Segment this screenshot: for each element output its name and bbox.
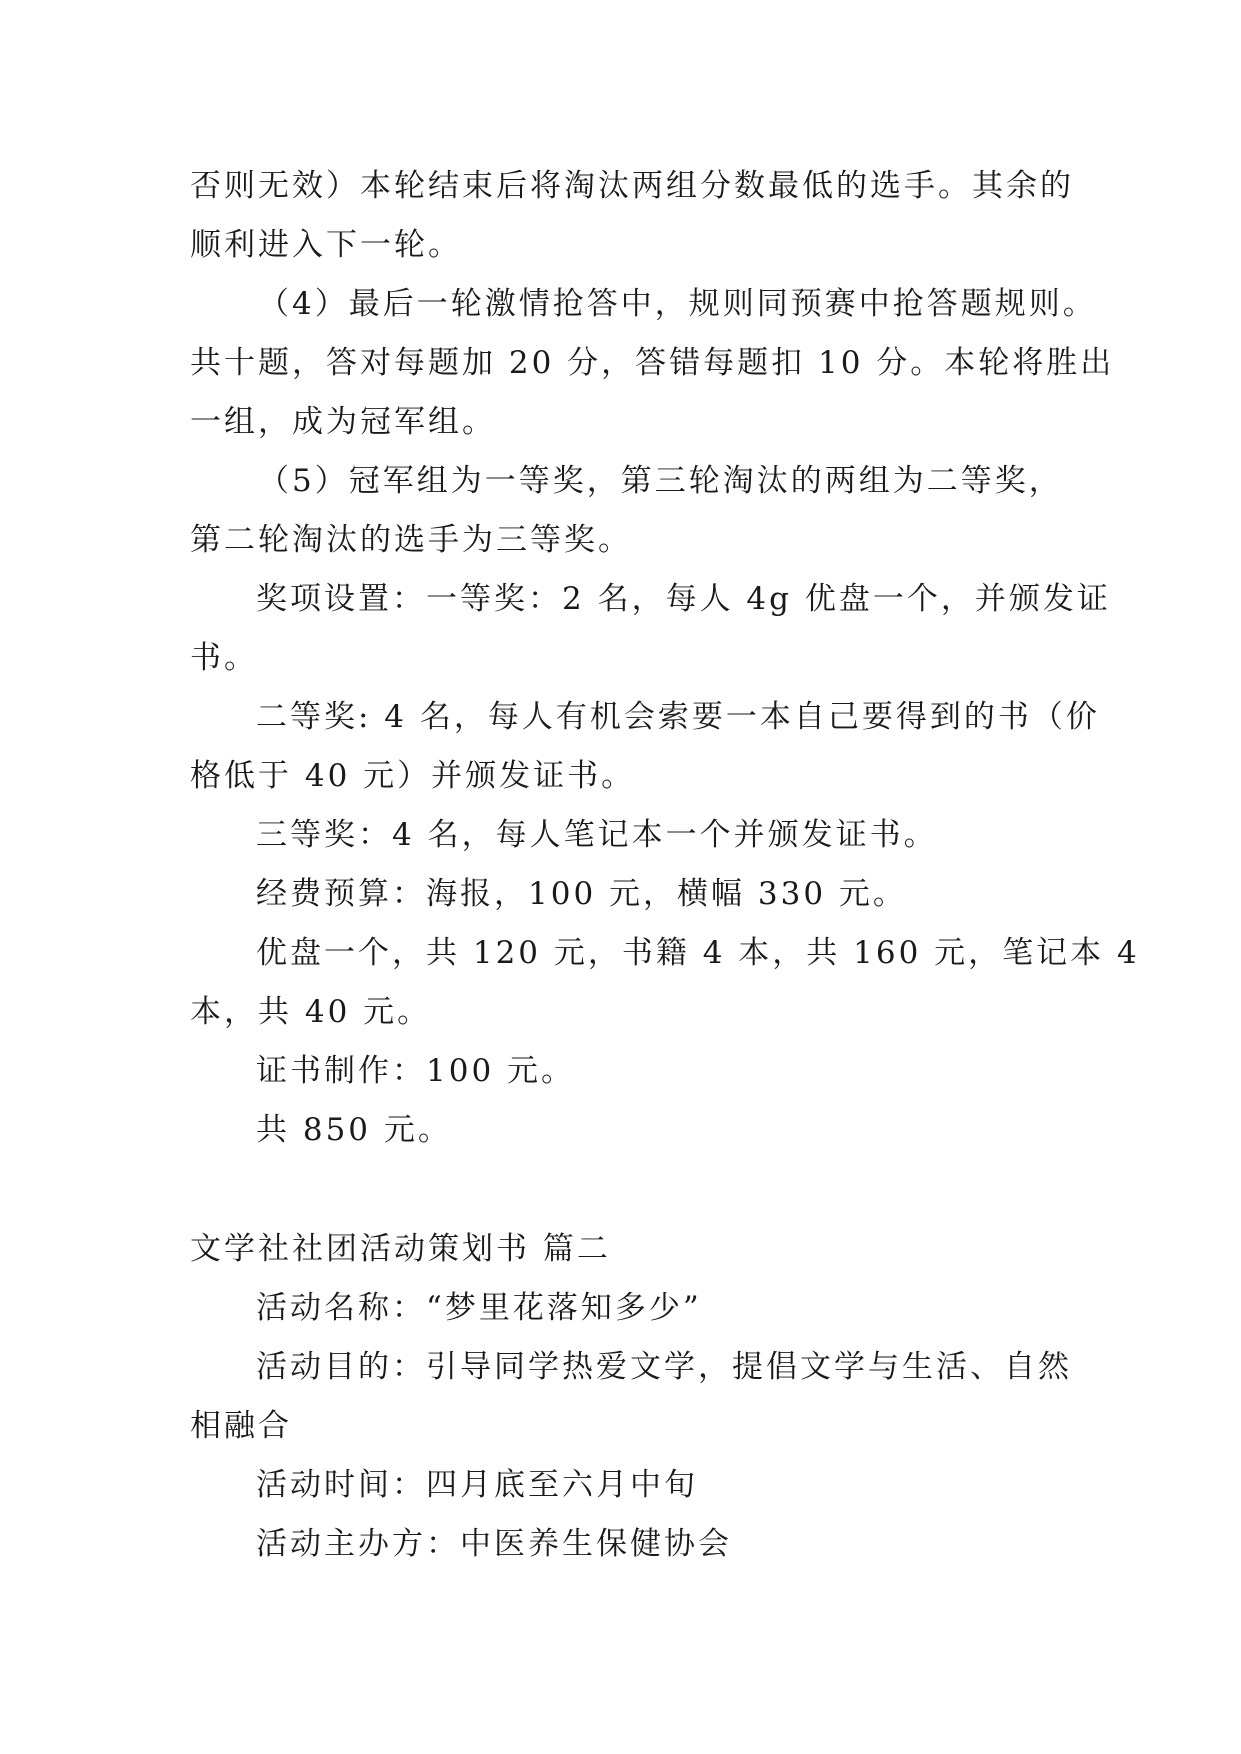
text-line: 经费预算：海报，100 元，横幅 330 元。 xyxy=(256,876,907,912)
text-line: 共 850 元。 xyxy=(256,1112,452,1148)
text-line: 优盘一个，共 120 元，书籍 4 本，共 160 元，笔记本 4 xyxy=(256,935,1140,971)
text-line: 相融合 xyxy=(190,1408,292,1444)
text-line: 一组，成为冠军组。 xyxy=(190,404,496,440)
text-line: 活动主办方：中医养生保健协会 xyxy=(256,1526,732,1562)
text-line: 二等奖: 4 名，每人有机会索要一本自己要得到的书（价 xyxy=(256,699,1100,735)
text-line: 本，共 40 元。 xyxy=(190,994,432,1030)
text-line: 格低于 40 元）并颁发证书。 xyxy=(190,758,636,794)
text-line: 活动目的：引导同学热爱文学，提倡文学与生活、自然 xyxy=(256,1349,1072,1385)
text-line: 活动时间：四月底至六月中旬 xyxy=(256,1467,698,1503)
text-line: 证书制作：100 元。 xyxy=(256,1053,576,1089)
text-line: 奖项设置：一等奖：2 名，每人 4g 优盘一个，并颁发证 xyxy=(256,581,1111,617)
section-heading: 文学社社团活动策划书 篇二 xyxy=(190,1231,611,1267)
text-line: （5）冠军组为一等奖，第三轮淘汰的两组为二等奖， xyxy=(258,463,1063,499)
text-line: 书。 xyxy=(190,640,258,676)
text-line: 三等奖：4 名，每人笔记本一个并颁发证书。 xyxy=(256,817,938,853)
text-line: 顺利进入下一轮。 xyxy=(190,227,462,263)
text-line: 否则无效）本轮结束后将淘汰两组分数最低的选手。其余的 xyxy=(190,168,1074,204)
text-line: （4）最后一轮激情抢答中，规则同预赛中抢答题规则。 xyxy=(258,286,1097,322)
text-line: 第二轮淘汰的选手为三等奖。 xyxy=(190,522,632,558)
text-line: 活动名称：“梦里花落知多少” xyxy=(256,1290,702,1326)
text-line: 共十题，答对每题加 20 分，答错每题扣 10 分。本轮将胜出 xyxy=(190,345,1115,381)
